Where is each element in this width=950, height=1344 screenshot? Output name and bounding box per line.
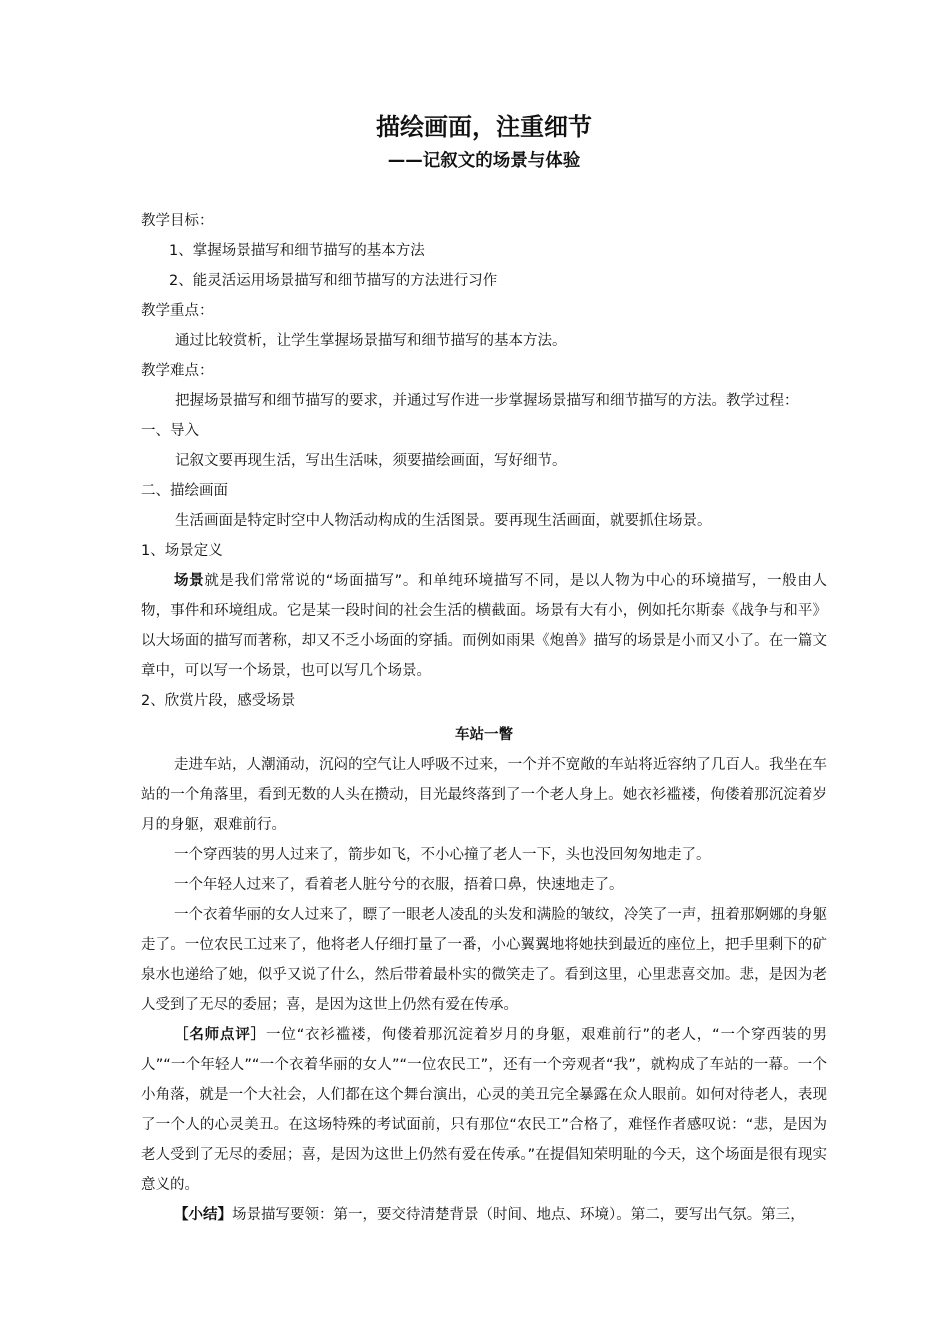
comment-paragraph (141, 1020, 827, 1200)
sub2-heading: 2、欣赏片段，感受场景 (141, 693, 296, 709)
comment-text: 一位“衣衫褴褛，佝偻着那沉淀着岁月的身躯，艰难前行”的老人，“一个穿西装的男人”“一个年轻人”“一个衣着华丽的女人”“一位农民工”，还有一个旁观者“我”，就构成了车站的一幕。一个小角落，就是一个大社会，人们都在这个舞台演出，心灵的美丑完全暴露在众人眼前。如何对待老人，表现了一个人的心灵美丑。在这场特殊的考试面前，只有那位“农民工”合格了，难怪作者感叹说：“悲，是因为老人受到了无尽的委屈；喜，是因为这世上仍然有爱在传承。”在提倡知荣明耻的今天，这个场面是很有现实意义的。 (141, 1027, 828, 1193)
part2-heading: 二、描绘画面 (141, 483, 228, 499)
goals-heading: 教学目标： (141, 213, 214, 229)
excerpt-paragraph-3: 一个年轻人过来了，看着老人脏兮兮的衣服，捂着口鼻，快速地走了。 (174, 877, 624, 893)
focus-text: 通过比较赏析，让学生掌握场景描写和细节描写的基本方法。 (175, 333, 567, 349)
summary-paragraph (141, 1200, 827, 1230)
part1-heading: 一、导入 (141, 423, 199, 439)
summary-text: 场景描写要领：第一，要交待清楚背景（时间、地点、环境）。第二，要写出气氛。第三， (232, 1207, 805, 1223)
definition-text: 就是我们常常说的“场面描写”。和单纯环境描写不同，是以人物为中心的环境描写，一般由人物，事件和环境组成。它是某一段时间的社会生活的横截面。场景有大有小，例如托尔斯泰《战争与和平》以大场面的描写而著称，却又不乏小场面的穿插。而例如雨果《炮兽》描写的场景是小而又小了。在一篇文章中，可以写一个场景，也可以写几个场景。 (141, 573, 828, 679)
excerpt-title: 车站一瞥 (455, 727, 513, 743)
definition-term: 场景 (174, 573, 205, 589)
focus-heading: 教学重点： (141, 303, 214, 319)
excerpt-paragraph-4: 一个衣着华丽的女人过来了，瞟了一眼老人凌乱的头发和满脸的皱纹，冷笑了一声，扭着那婀娜的身躯走了。一位农民工过来了，他将老人仔细打量了一番，小心翼翼地将她扶到最近的座位上，把手里剩下的矿泉水也递给了她，似乎又说了什么，然后带着最朴实的微笑走了。看到这里，心里悲喜交加。悲，是因为老人受到了无尽的委屈；喜，是因为这世上仍然有爱在传承。 (141, 907, 827, 1013)
difficulty-text: 把握场景描写和细节描写的要求，并通过写作进一步掌握场景描写和细节描写的方法。教学过程： (175, 393, 799, 409)
summary-label: 【小结】 (174, 1207, 232, 1223)
page-subtitle: ——记叙文的场景与体验 (387, 151, 581, 171)
comment-label: ［名师点评］ (174, 1027, 267, 1043)
goal-item-2: 2、能灵活运用场景描写和细节描写的方法进行习作 (169, 273, 498, 289)
difficulty-heading: 教学难点： (141, 363, 214, 379)
excerpt-paragraph-1: 走进车站，人潮涌动，沉闷的空气让人呼吸不过来，一个并不宽敞的车站将近容纳了几百人。我坐在车站的一个角落里，看到无数的人头在攒动，目光最终落到了一个老人身上。她衣衫褴褛，佝偻着那沉淀着岁月的身躯，艰难前行。 (141, 757, 827, 833)
sub1-heading: 1、场景定义 (141, 543, 223, 559)
part1-text: 记叙文要再现生活，写出生活味，须要描绘画面，写好细节。 (175, 453, 567, 469)
excerpt-paragraph-2: 一个穿西装的男人过来了，箭步如飞，不小心撞了老人一下，头也没回匆匆地走了。 (174, 847, 711, 863)
part2-text: 生活画面是特定时空中人物活动构成的生活图景。要再现生活画面，就要抓住场景。 (175, 513, 712, 529)
title-spacer (141, 174, 827, 206)
goal-item-1: 1、掌握场景描写和细节描写的基本方法 (169, 243, 425, 259)
document-content (141, 110, 827, 1230)
definition-paragraph (141, 566, 827, 686)
page-title: 描绘画面，注重细节 (376, 113, 592, 141)
